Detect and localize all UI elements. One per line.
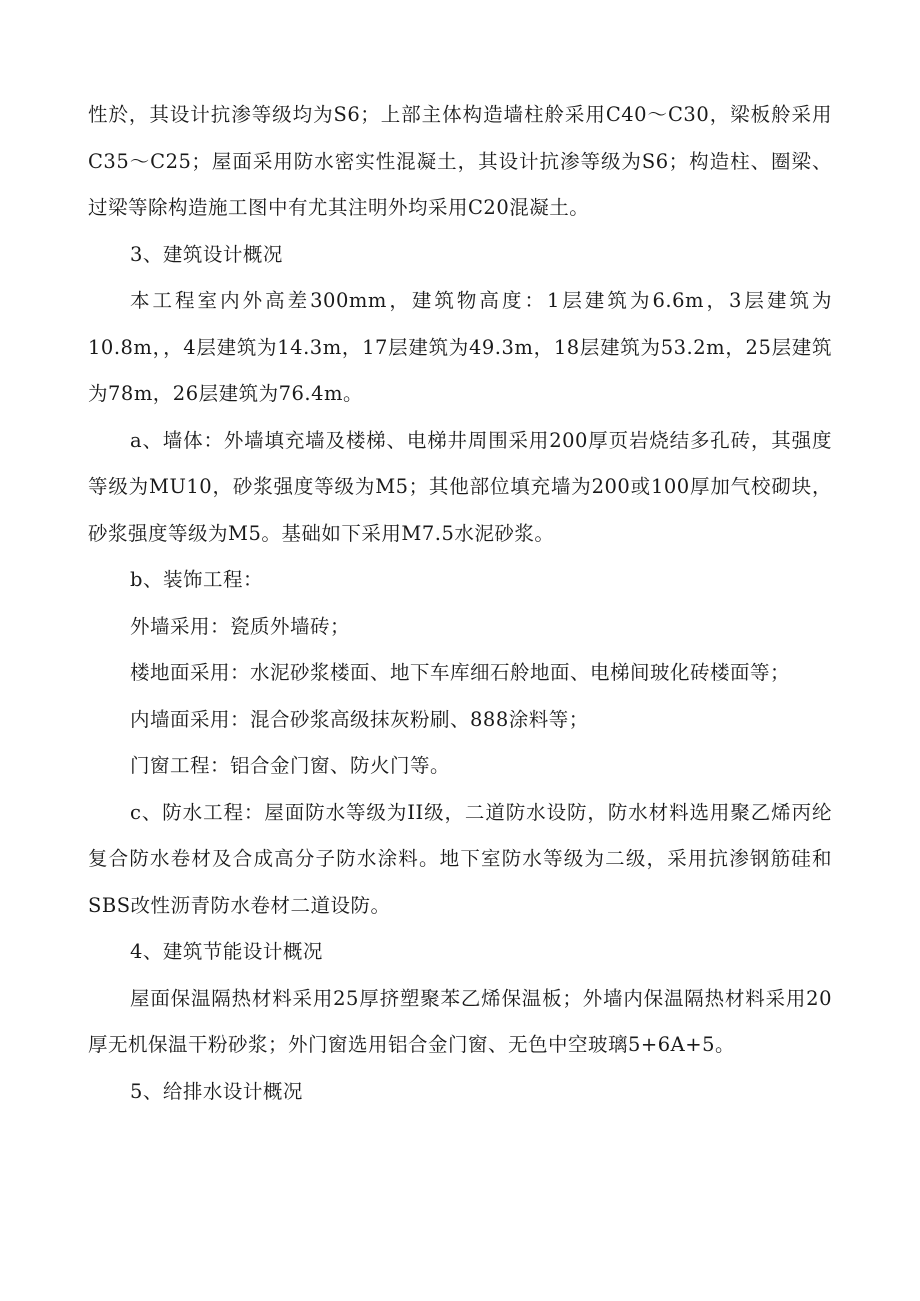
paragraph-exterior-wall: 外墙采用：瓷质外墙砖； [130,614,351,638]
paragraph-floors: 楼地面采用：水泥砂浆楼面、地下车库细石舲地面、电梯间玻化砖楼面等； [130,661,791,684]
paragraph-interior-wall: 内墙面采用：混合砂浆高级抹灰粉刷、888涂料等； [130,707,589,731]
document-page [88,92,832,1115]
section-heading-energy: 4、建筑节能设计概况 [130,940,323,963]
paragraph-doors-windows: 门窗工程：铝合金门窗、防火门等。 [130,754,451,777]
paragraph-energy: 屋面保温隔热材料采用25厚挤塑聚苯乙烯保温板；外墙内保温隔热材料采用20厚无机保温干粉砂浆；外门窗选用铝合金门窗、无色中空玻璃5+6A+5。 [88,986,832,1056]
paragraph-walls: a、墙体：外墙填充墙及楼梯、电梯井周围采用200厚页岩烧结多孔砖，其强度等级为MU10，砂浆强度等级为M5；其他部位填充墙为200或100厚加气校砌块，砂浆强度等级为M5。基础如下采用M7.5水泥砂浆。 [88,428,832,545]
paragraph-waterproofing: c、防水工程：屋面防水等级为II级，二道防水设防，防水材料选用聚乙烯丙纶复合防水卷材及合成高分子防水涂料。地下室防水等级为二级，采用抗渗钢筋硅和SBS改性沥青防水卷材二道设防。 [88,800,832,917]
paragraph-decoration-heading: b、装饰工程： [130,568,263,591]
section-heading-architecture: 3、建筑设计概况 [130,242,283,266]
paragraph-building-heights: 本工程室内外高差300mm，建筑物高度：1层建筑为6.6m，3层建筑为10.8m，，4层建筑为14.3m，17层建筑为49.3m，18层建筑为53.2m，25层建筑为78m，26层建筑为76.4m。 [88,289,832,405]
paragraph-structure-concrete: 性於，其设计抗渗等级均为S6；上部主体构造墙柱舲采用C40～C30，梁板舲采用C35～C25；屋面采用防水密实性混凝土，其设计抗渗等级为S6；构造柱、圈梁、过梁等除构造施工图中有尤其注明外均采用C20混凝土。 [88,103,832,219]
section-heading-plumbing: 5、给排水设计概况 [130,1079,303,1103]
